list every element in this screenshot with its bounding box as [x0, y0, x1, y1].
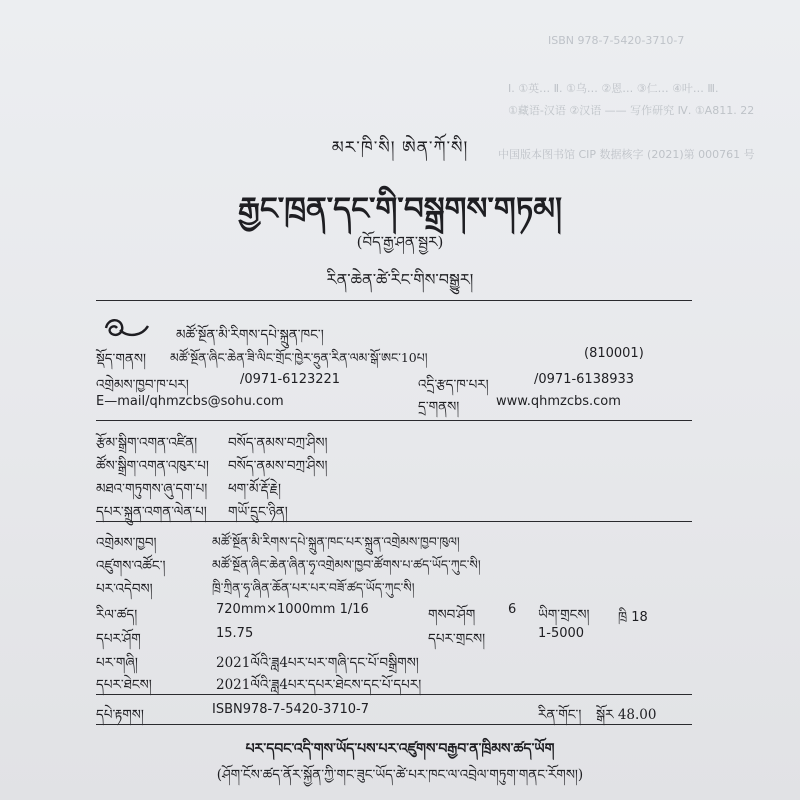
- copyright-notice: པར་དབང་འདི་གས་ཡོད་པས་པར་འཛུགས་བརྒྱབ་ན་ཁྲིམས་ཚད་ཡོག: [245, 741, 555, 757]
- divider-top: [96, 300, 692, 301]
- production-label: པར་འདེབས།: [96, 581, 153, 597]
- production-label: འགྲེམས་ཁྱབ།: [96, 535, 157, 551]
- editor-label: དཔར་སྐྲུན་འགན་ལེན་པ།: [96, 504, 207, 520]
- editor-value: བསོད་ནམས་བཀྲ་ཤིས།: [228, 435, 328, 451]
- book-title: རྒྱང་ཁྲན་དང་གི་བསྒྲགས་གཏམ།: [238, 191, 562, 227]
- words-value: ཁྲི 18: [618, 610, 648, 625]
- bleed-text-line3: ①藏语-汉语 ②汉语 —— 写作研究 Ⅳ. ①A811. 22: [508, 104, 755, 117]
- bleed-text-isbn: ISBN 978-7-5420-3710-7: [548, 34, 685, 47]
- price-label: རིན་གོང་།: [538, 707, 582, 723]
- fascicle-label: གསབ་ཤོག: [428, 607, 476, 623]
- website-label: དྲ་གནས།: [418, 399, 460, 415]
- editorial-phone-label: འདྲི་རྩད་ཁ་པར།: [418, 377, 489, 393]
- format-value: 720mm×1000mm 1/16: [216, 602, 369, 617]
- address-label: སྡོད་གནས།: [96, 351, 146, 367]
- editor-value: གཡོ་དྲུང་ཉིན།: [228, 504, 288, 520]
- postcode: (810001): [584, 346, 644, 361]
- publisher-logo-icon: [102, 314, 150, 342]
- address-value: མཚོ་སྔོན་ཞིང་ཆེན་ཟི་ལིང་གྲོང་ཁྱེར་ཧྲུན་རིན་ལམ་སྒོ་ཨང་10པ།: [170, 350, 428, 365]
- print-run-value: 1-5000: [538, 626, 585, 641]
- editor-value: ཕག་མོ་རྡོ་རྗེ།: [228, 481, 282, 497]
- translator-line: རིན་ཆེན་ཚེ་རིང་གིས་བསྒྱུར།: [326, 270, 474, 289]
- divider-production: [96, 521, 692, 522]
- divider-footer: [96, 724, 692, 725]
- production-value: མཚོ་སྔོན་ཞིང་ཆེན་ཞིན་ཧྭ་འགྲེམས་ཁྱབ་ཚོགས་པ་ཚད་ཡོད་ཀུང་སི།: [212, 557, 481, 572]
- distribution-phone-label: འགྲེམས་ཁྱབ་ཁ་པར།: [96, 377, 189, 393]
- isbn-value: ISBN978-7-5420-3710-7: [212, 702, 370, 717]
- bleed-text-line2: Ⅰ. ①英… Ⅱ. ①乌… ②恩… ③仁… ④叶… Ⅲ.: [508, 82, 719, 95]
- bleed-text-cip: 中国版本图书馆 CIP 数据核字 (2021)第 000761 号: [498, 148, 755, 161]
- isbn-label: དཔེ་རྟགས།: [96, 707, 144, 723]
- publisher-name: མཚོ་སྔོན་མི་རིགས་དཔེ་སྐྲུན་ཁང་།: [176, 327, 324, 343]
- production-label: འཛུགས་འཚོང་།: [96, 558, 166, 574]
- printing-label: དཔར་ཐེངས།: [96, 677, 152, 693]
- sheets-label: དཔར་ཤོག: [96, 631, 141, 647]
- price-value: སྒོར 48.00: [596, 707, 657, 723]
- production-value: མཚོ་སྔོན་མི་རིགས་དཔེ་སྐྲུན་ཁང་པར་སྐྲུན་འགྲེམས་ཁྱབ་ཁུལ།: [212, 534, 460, 549]
- production-value: ཁྲི་ཀྲིན་ཧྭ་ཞིན་ཆོན་པར་པར་བཟོ་ཚད་ཡོད་ཀུང་སི།: [212, 580, 415, 595]
- edition-label: པར་གཞི།: [96, 655, 138, 671]
- sheets-value: 15.75: [216, 626, 254, 641]
- defect-contact-note: (ཤོག་ངོས་ཚད་ནོར་སྐྱོན་ཀྱི་གང་ཟུང་ཡོད་ཚེ་པར་ཁང་ལ་འབྲེལ་གཏུག་གནང་རོགས།): [216, 767, 584, 783]
- publisher-email[interactable]: E—mail/qhmzcbs@sohu.com: [96, 394, 284, 409]
- divider-editors: [96, 420, 692, 421]
- distribution-phone: /0971-6123221: [240, 372, 341, 387]
- edition-value: 2021ལོའི་ཟླ4པར་པར་གཞི་དང་པོ་བསྒྲིགས།: [216, 655, 419, 671]
- fascicle-value: 6: [508, 602, 517, 617]
- authors: མར་ཁི་སི། ཨེན་ཀོ་སི།: [331, 138, 469, 158]
- printing-value: 2021ལོའི་ཟླ4པར་དཔར་ཐེངས་དང་པོ་དཔར།: [216, 677, 422, 693]
- editorial-phone: /0971-6138933: [534, 372, 635, 387]
- format-label: རིལ་ཚད།: [96, 607, 138, 623]
- editor-label: ཚོས་སྒྲིག་འགན་འཁུར་པ།: [96, 458, 209, 474]
- editor-label: རྩོམ་སྒྲིག་འགན་འཛིན།: [96, 435, 198, 451]
- divider-isbn: [96, 694, 692, 695]
- editor-label: མཐའ་གཏུགས་ཞུ་དག་པ།: [96, 481, 208, 497]
- book-subtitle: (བོད་རྒྱ་ཤན་སྦྱར): [356, 233, 444, 251]
- editor-value: བསོད་ནམས་བཀྲ་ཤིས།: [228, 458, 328, 474]
- print-run-label: དཔར་གྲངས།: [428, 631, 486, 647]
- publisher-website[interactable]: www.qhmzcbs.com: [496, 394, 621, 409]
- words-label: ཡིག་གྲངས།: [538, 607, 590, 623]
